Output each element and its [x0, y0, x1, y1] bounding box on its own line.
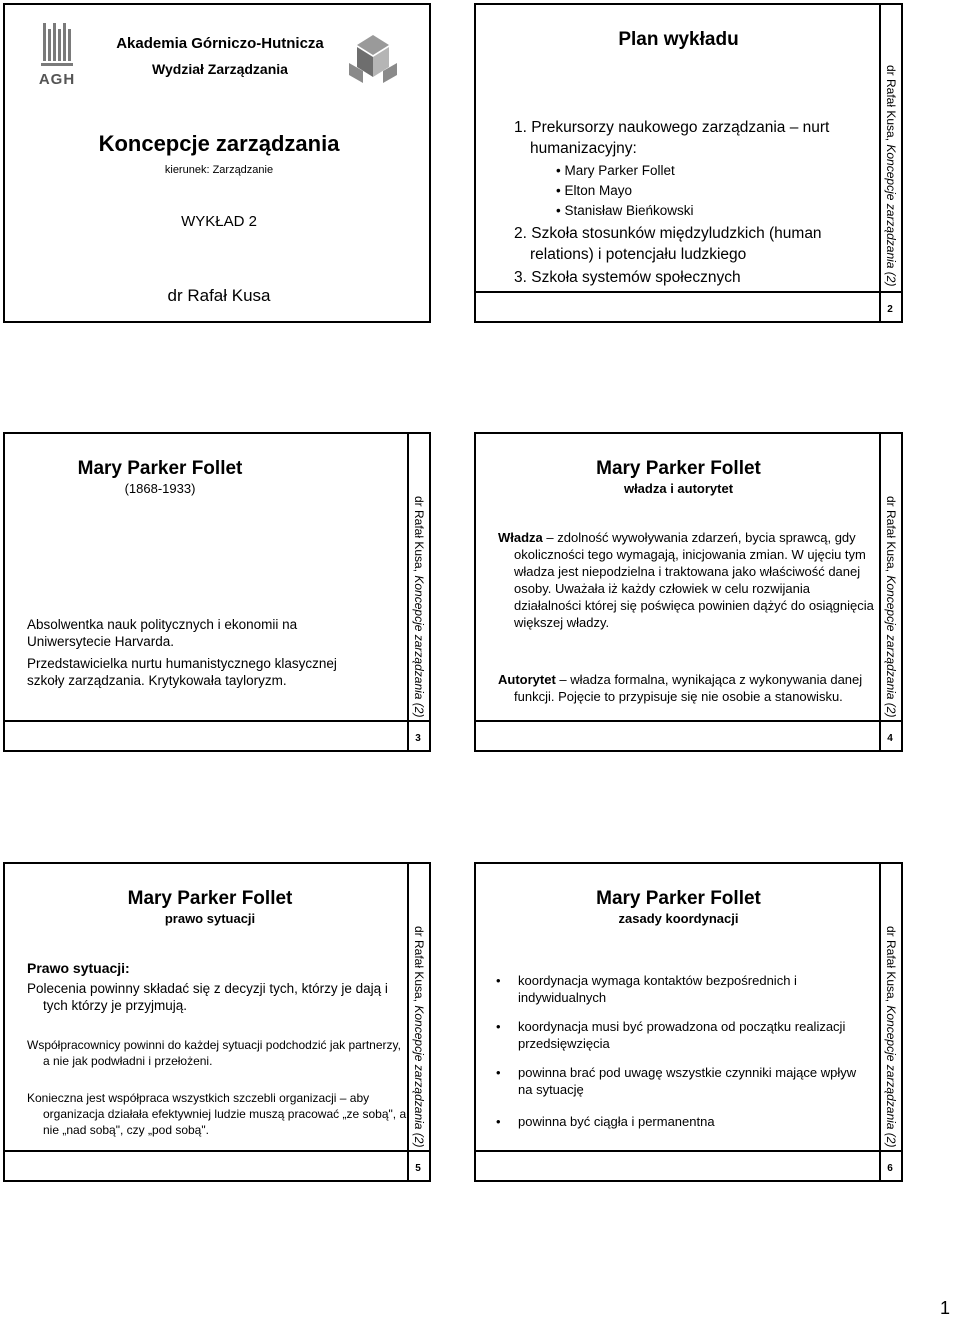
course-direction: kierunek: Zarządzanie — [164, 164, 274, 176]
plan-item-1-num: 1. — [514, 119, 532, 136]
paragraph: Absolwentka nauk politycznych i ekonomii na Uniwersytecie Harvarda. — [27, 617, 298, 649]
slide-footer — [476, 291, 901, 321]
paragraph: Konieczna jest współpraca wszystkich szczebli organizacji – aby organizacja działała efektywniej ludzie muszą pracować „ze sobą", a nie „nad sobą", czy „pod sobą". — [27, 1091, 407, 1137]
plan-item-2-line1: 2. Szkoła stosunków międzyludzkich (human — [514, 225, 822, 242]
plan-item-1-line2: humanizacyjny: — [530, 140, 637, 157]
slide-title: Mary Parker Follet — [596, 888, 761, 909]
slide-number: 4 — [887, 733, 893, 744]
slide-sidebar: dr Rafał Kusa, Koncepcje zarządzania (2) — [879, 5, 901, 321]
bullet-icon: • — [496, 1114, 501, 1129]
section-heading: Prawo sytuacji: — [27, 960, 130, 976]
plan-item-2 — [514, 223, 822, 265]
list-item: • powinna być ciągła i permanentna — [496, 1114, 715, 1129]
definition: – władza formalna, wynikająca z wykonywania danej funkcji. Pojęcie to przypisuje się nie osobie a stanowisku. — [514, 672, 863, 704]
slide-sidebar: dr Rafał Kusa, Koncepcje zarządzania (2) — [407, 864, 429, 1180]
faculty-logo-icon — [347, 33, 399, 85]
agh-logo-text: AGH — [38, 71, 76, 88]
lecturer-name: dr Rafał Kusa — [167, 286, 271, 305]
slide-number: 3 — [415, 733, 421, 744]
slide-sidebar: dr Rafał Kusa, Koncepcje zarządzania (2) — [407, 434, 429, 750]
list-item: • Elton Mayo — [556, 183, 633, 198]
list-item: • Stanisław Bieńkowski — [556, 203, 694, 218]
lecture-number: WYKŁAD 2 — [181, 213, 257, 230]
university-name: Akademia Górniczo-Hutnicza — [116, 35, 324, 52]
bullet-icon: • — [556, 203, 565, 218]
list-item: • koordynacja musi być prowadzona od początku realizacji przedsięwzięcia — [496, 1019, 846, 1051]
slide-footer — [5, 1150, 429, 1180]
paragraph: Polecenia powinny składać się z decyzji tych, którzy je dają i tych którzy je przyjmują. — [27, 981, 388, 1013]
plan-item-2-line2: relations) i potencjału ludzkiego — [530, 246, 747, 263]
bullet-icon: • — [496, 1065, 501, 1080]
slide-6 — [474, 862, 903, 1182]
slide-footer — [476, 1150, 901, 1180]
slide-1 — [3, 3, 431, 323]
list-item: • powinna brać pod uwagę wszystkie czynniki mające wpływ na sytuację — [496, 1065, 857, 1097]
slide-title: Mary Parker Follet — [127, 888, 293, 909]
agh-logo — [33, 19, 81, 91]
faculty-name: Wydział Zarządzania — [152, 61, 288, 77]
list-item: • koordynacja wymaga kontaktów bezpośrednich i indywidualnych — [496, 973, 797, 1005]
slide-sidebar: dr Rafał Kusa, Koncepcje zarządzania (2) — [879, 864, 901, 1180]
slide-2 — [474, 3, 903, 323]
slide-5 — [3, 862, 431, 1182]
slide-footer — [5, 720, 429, 750]
slide-title: Mary Parker Follet — [596, 458, 761, 479]
term: Władza — [498, 530, 543, 545]
slide-title: Mary Parker Follet — [77, 458, 243, 479]
slide-subtitle: władza i autorytet — [623, 481, 734, 496]
slide-number: 6 — [887, 1163, 893, 1174]
slide-3 — [3, 432, 431, 752]
term: Autorytet — [498, 672, 556, 687]
bullet-icon: • — [496, 973, 501, 988]
slide-footer — [476, 720, 901, 750]
bullet-icon: • — [496, 1019, 501, 1034]
plan-item-3: 3. Szkoła systemów społecznych — [514, 269, 741, 286]
paragraph: Przedstawicielka nurtu humanistycznego klasycznej szkoły zarządzania. Krytykowała tayloryzm. — [27, 656, 337, 688]
definition-authority — [498, 671, 880, 705]
slide-subtitle: zasady koordynacji — [618, 911, 739, 926]
slide-sidebar: dr Rafał Kusa, Koncepcje zarządzania (2) — [879, 434, 901, 750]
slide-subtitle: (1868-1933) — [124, 481, 196, 496]
definition: – zdolność wywoływania zdarzeń, bycia sprawcą, gdy okoliczności tego wymagają, inicjowania zmian. W ujęciu tym władza jest niepodzielna i traktowana jako właściwość danej osoby. Uważała iż każdy człowiek w celu rozwijania działalności której się poświęca powinien dążyć do osiągnięcia większej władzy. — [514, 530, 874, 630]
plan-bullets — [556, 161, 694, 221]
page-number: 1 — [940, 1298, 951, 1318]
definition-power — [498, 529, 880, 631]
plan-item-1-line1: Prekursorzy naukowego zarządzania – nurt — [531, 119, 830, 136]
list-item: • Mary Parker Follet — [556, 163, 675, 178]
slide-title: Plan wykładu — [618, 29, 739, 50]
slide-number: 2 — [887, 304, 893, 315]
plan-item-1 — [514, 117, 874, 159]
bullet-icon: • — [556, 183, 565, 198]
bullet-icon: • — [556, 163, 565, 178]
slide-4 — [474, 432, 903, 752]
slide-number: 5 — [415, 1163, 421, 1174]
paragraph: Współpracownicy powinni do każdej sytuacji podchodzić jak partnerzy, a nie jak podwładni i przełożeni. — [27, 1038, 401, 1068]
slide-subtitle: prawo sytuacji — [164, 911, 256, 926]
course-title: Koncepcje zarządzania — [98, 131, 340, 156]
faculty-logo — [347, 33, 399, 85]
